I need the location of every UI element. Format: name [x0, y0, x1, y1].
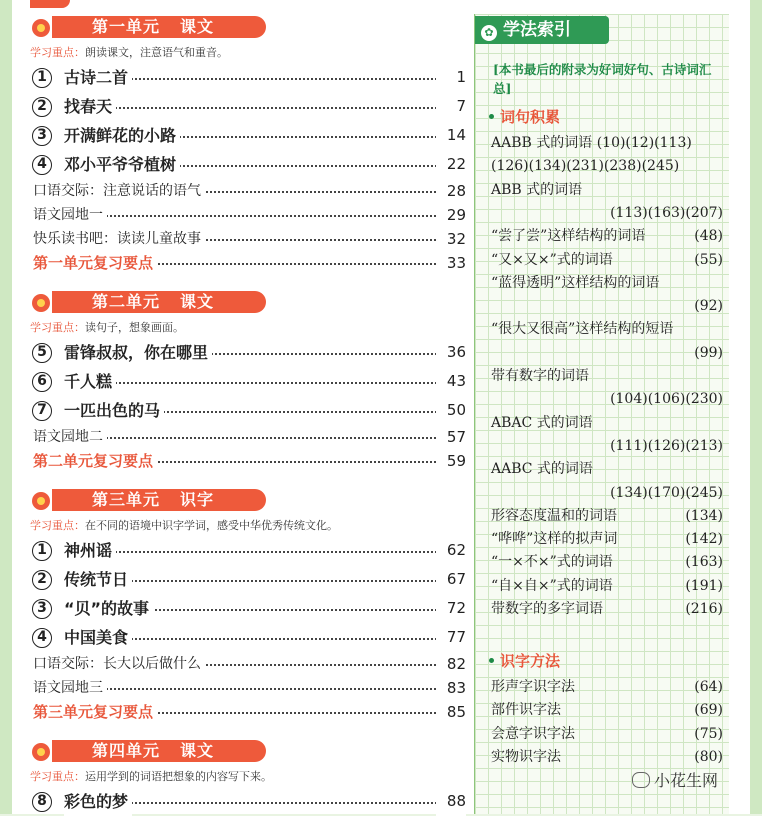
index-item-label: AABC 式的词语	[491, 461, 593, 478]
unit-title: 第三单元 识字	[52, 489, 266, 511]
index-item[interactable]	[491, 458, 723, 481]
lesson-title: 一匹出色的马	[64, 396, 164, 425]
index-item-label: 部件识字法	[491, 702, 561, 719]
entry-title: 口语交际：注意说话的语气	[33, 179, 205, 203]
lesson-number: 1	[32, 541, 52, 561]
lesson-entry[interactable]	[30, 150, 466, 179]
lesson-title: 彩色的梦	[64, 787, 132, 816]
page-number: 50	[436, 396, 466, 425]
index-item-pages: (113)(163)(207)	[610, 204, 723, 221]
leader-dots	[64, 551, 444, 553]
page-number: 43	[436, 367, 466, 396]
index-item-pages: (80)	[694, 748, 723, 765]
lesson-number: 4	[32, 155, 52, 175]
index-item-label: (126)(134)(231)(238)(245)	[491, 158, 680, 175]
unit-banner	[30, 738, 466, 764]
wechat-icon	[632, 772, 650, 788]
unit-title: 第一单元 课文	[52, 16, 266, 38]
index-item-pages: (216)	[685, 601, 723, 617]
unit-banner	[30, 289, 466, 315]
review-entry[interactable]	[30, 449, 466, 473]
index-item-pages: (92)	[694, 298, 723, 315]
lesson-title: 中国美食	[64, 623, 132, 652]
flower-icon	[30, 741, 52, 763]
learning-focus: 学习重点：运用学到的词语把想象的内容写下来。	[30, 770, 272, 783]
lesson-entry[interactable]	[30, 536, 466, 565]
entry-title: 快乐读书吧：读读儿童故事	[33, 227, 205, 251]
page-number: 28	[436, 179, 466, 203]
lesson-entry[interactable]	[30, 338, 466, 367]
lesson-title: 传统节日	[64, 565, 132, 594]
index-item[interactable]	[491, 179, 723, 202]
lesson-number: 8	[32, 792, 52, 812]
index-item[interactable]	[491, 155, 723, 178]
lesson-entry[interactable]	[30, 787, 466, 816]
lesson-number: 6	[32, 372, 52, 392]
index-item-pages: (55)	[694, 251, 723, 268]
index-item[interactable]	[491, 505, 723, 528]
index-item-pages: (163)	[685, 554, 723, 571]
leader-dots	[64, 382, 444, 384]
lesson-number: 3	[32, 126, 52, 146]
flower-icon	[30, 292, 52, 314]
page-number: 85	[436, 700, 466, 724]
page-number: 36	[436, 338, 466, 367]
page-number: 82	[436, 652, 466, 676]
page-number: 7	[436, 92, 466, 121]
lesson-number: 2	[32, 97, 52, 117]
lesson-title: 开满鲜花的小路	[64, 121, 180, 150]
review-entry[interactable]	[30, 251, 466, 275]
extra-entry[interactable]	[30, 652, 466, 676]
index-item-pages: (64)	[694, 679, 723, 695]
index-item-label: ABB 式的词语	[491, 181, 583, 198]
index-item-pages: (104)(106)(230)	[610, 391, 723, 408]
watermark: 小花生网	[632, 768, 718, 791]
lesson-title: 邓小平爷爷植树	[64, 150, 180, 179]
page-number: 22	[436, 150, 466, 179]
extra-entry[interactable]	[30, 676, 466, 700]
lesson-entry[interactable]	[30, 121, 466, 150]
page-number: 67	[436, 565, 466, 594]
index-item-pages: (99)	[694, 344, 723, 361]
right-frame	[750, 0, 762, 814]
page-number: 1	[436, 63, 466, 92]
lesson-entry[interactable]	[30, 63, 466, 92]
lesson-number: 5	[32, 343, 52, 363]
page-number: 83	[436, 676, 466, 700]
unit-block	[30, 289, 466, 473]
entry-title: 口语交际：长大以后做什么	[33, 652, 205, 676]
lesson-entry[interactable]	[30, 594, 466, 623]
index-item-pages: (134)(170)(245)	[610, 484, 723, 501]
lesson-title: 雷锋叔叔，你在哪里	[64, 338, 212, 367]
page-number: 88	[436, 787, 466, 816]
index-item-label: “很大又很高”这样结构的短语	[491, 321, 674, 338]
page-number: 57	[436, 425, 466, 449]
index-item-label: “自×自×”式的词语	[491, 577, 613, 594]
unit-block	[30, 738, 466, 816]
extra-entry[interactable]	[30, 425, 466, 449]
index-item[interactable]	[491, 132, 723, 155]
lesson-number: 7	[32, 401, 52, 421]
index-item-pages: (134)	[685, 507, 723, 524]
index-item-label: 带有数字的词语	[491, 368, 589, 384]
extra-entry[interactable]	[30, 179, 466, 203]
index-item[interactable]	[491, 318, 723, 341]
page-number: 14	[436, 121, 466, 150]
index-header	[475, 16, 609, 44]
index-item-label: 形容态度温和的词语	[491, 507, 617, 524]
unit-banner	[30, 14, 466, 40]
index-item[interactable]	[491, 699, 723, 722]
lesson-title: 找春天	[64, 92, 116, 121]
lesson-entry[interactable]	[30, 565, 466, 594]
lesson-number: 2	[32, 570, 52, 590]
unit-title: 第四单元 课文	[52, 740, 266, 762]
lesson-number: 4	[32, 628, 52, 648]
lesson-entry[interactable]	[30, 92, 466, 121]
index-item[interactable]	[491, 676, 723, 699]
index-item[interactable]	[491, 575, 723, 598]
learning-focus: 学习重点：朗读课文，注意语气和重音。	[30, 46, 228, 59]
index-item-label: “又×又×”式的词语	[491, 251, 613, 268]
page-number: 32	[436, 227, 466, 251]
index-item-pages: (142)	[685, 531, 723, 548]
method-index-panel	[474, 14, 729, 814]
lesson-title: 古诗二首	[64, 63, 132, 92]
lesson-number: 3	[32, 599, 52, 619]
flower-icon	[30, 17, 52, 39]
index-item-label: “哗哗”这样的拟声词	[491, 531, 618, 548]
index-item[interactable]	[491, 225, 723, 248]
unit-title: 第二单元 课文	[52, 291, 266, 313]
lesson-entry[interactable]	[30, 396, 466, 425]
index-note: [本书最后的附录为好词好句、古诗词汇总]	[493, 62, 712, 96]
unit-banner	[30, 487, 466, 513]
page-number: 29	[436, 203, 466, 227]
index-item[interactable]	[491, 412, 723, 435]
index-title: 学法索引	[503, 20, 571, 40]
index-item-pages: (111)(126)(213)	[610, 437, 723, 454]
entry-title: 语文园地一	[33, 203, 107, 227]
index-item-pages: (69)	[694, 702, 723, 719]
entry-title: 语文园地三	[33, 676, 107, 700]
lesson-title: “贝”的故事	[64, 594, 153, 623]
left-frame	[0, 0, 12, 814]
lesson-entry[interactable]	[30, 367, 466, 396]
index-item-pages: (191)	[685, 577, 723, 594]
extra-entry[interactable]	[30, 203, 466, 227]
index-item[interactable]	[491, 272, 723, 295]
page-number: 62	[436, 536, 466, 565]
leaf-icon: ✿	[481, 25, 497, 41]
page-number: 33	[436, 251, 466, 275]
entry-title: 语文园地二	[33, 425, 107, 449]
index-item[interactable]	[491, 551, 723, 574]
index-item-pages: (75)	[694, 725, 723, 742]
index-item-label: “一×不×”式的词语	[491, 554, 613, 571]
learning-focus: 学习重点：在不同的语境中识字学词，感受中华优秀传统文化。	[30, 519, 338, 532]
index-item-label: 形声字识字法	[491, 679, 575, 695]
leader-dots	[64, 107, 444, 109]
review-title: 第一单元复习要点	[33, 251, 157, 275]
index-item[interactable]	[491, 528, 723, 551]
index-item[interactable]	[491, 598, 723, 621]
lesson-title: 神州谣	[64, 536, 116, 565]
section-title-words: 词句积累	[489, 106, 560, 127]
index-item-label: “尝了尝”这样结构的词语	[491, 228, 646, 245]
review-title: 第三单元复习要点	[33, 700, 157, 724]
index-item-label: “蓝得透明”这样结构的词语	[491, 274, 660, 291]
learning-focus: 学习重点：读句子，想象画面。	[30, 321, 184, 334]
extra-entry[interactable]	[30, 227, 466, 251]
page-number: 59	[436, 449, 466, 473]
page-number: 72	[436, 594, 466, 623]
index-item-label: 带数字的多字词语	[491, 601, 603, 617]
index-item-label: ABAC 式的词语	[491, 414, 593, 431]
index-item-label: 实物识字法	[491, 748, 561, 765]
index-item-label: AABB 式的词语 (10)(12)(113)	[491, 135, 692, 151]
section-title-literacy: 识字方法	[489, 650, 560, 671]
index-item-label: 会意字识字法	[491, 725, 575, 742]
index-item[interactable]	[491, 723, 723, 746]
contents-column	[30, 0, 466, 814]
index-item-pages: (48)	[694, 228, 723, 245]
unit-block	[30, 14, 466, 275]
lesson-number: 1	[32, 68, 52, 88]
review-entry[interactable]	[30, 700, 466, 724]
index-item[interactable]	[491, 249, 723, 272]
unit-block	[30, 487, 466, 724]
lesson-title: 千人糕	[64, 367, 116, 396]
flower-icon	[30, 490, 52, 512]
review-title: 第二单元复习要点	[33, 449, 157, 473]
index-item[interactable]	[491, 365, 723, 388]
page-number: 77	[436, 623, 466, 652]
index-item[interactable]	[491, 746, 723, 769]
lesson-entry[interactable]	[30, 623, 466, 652]
